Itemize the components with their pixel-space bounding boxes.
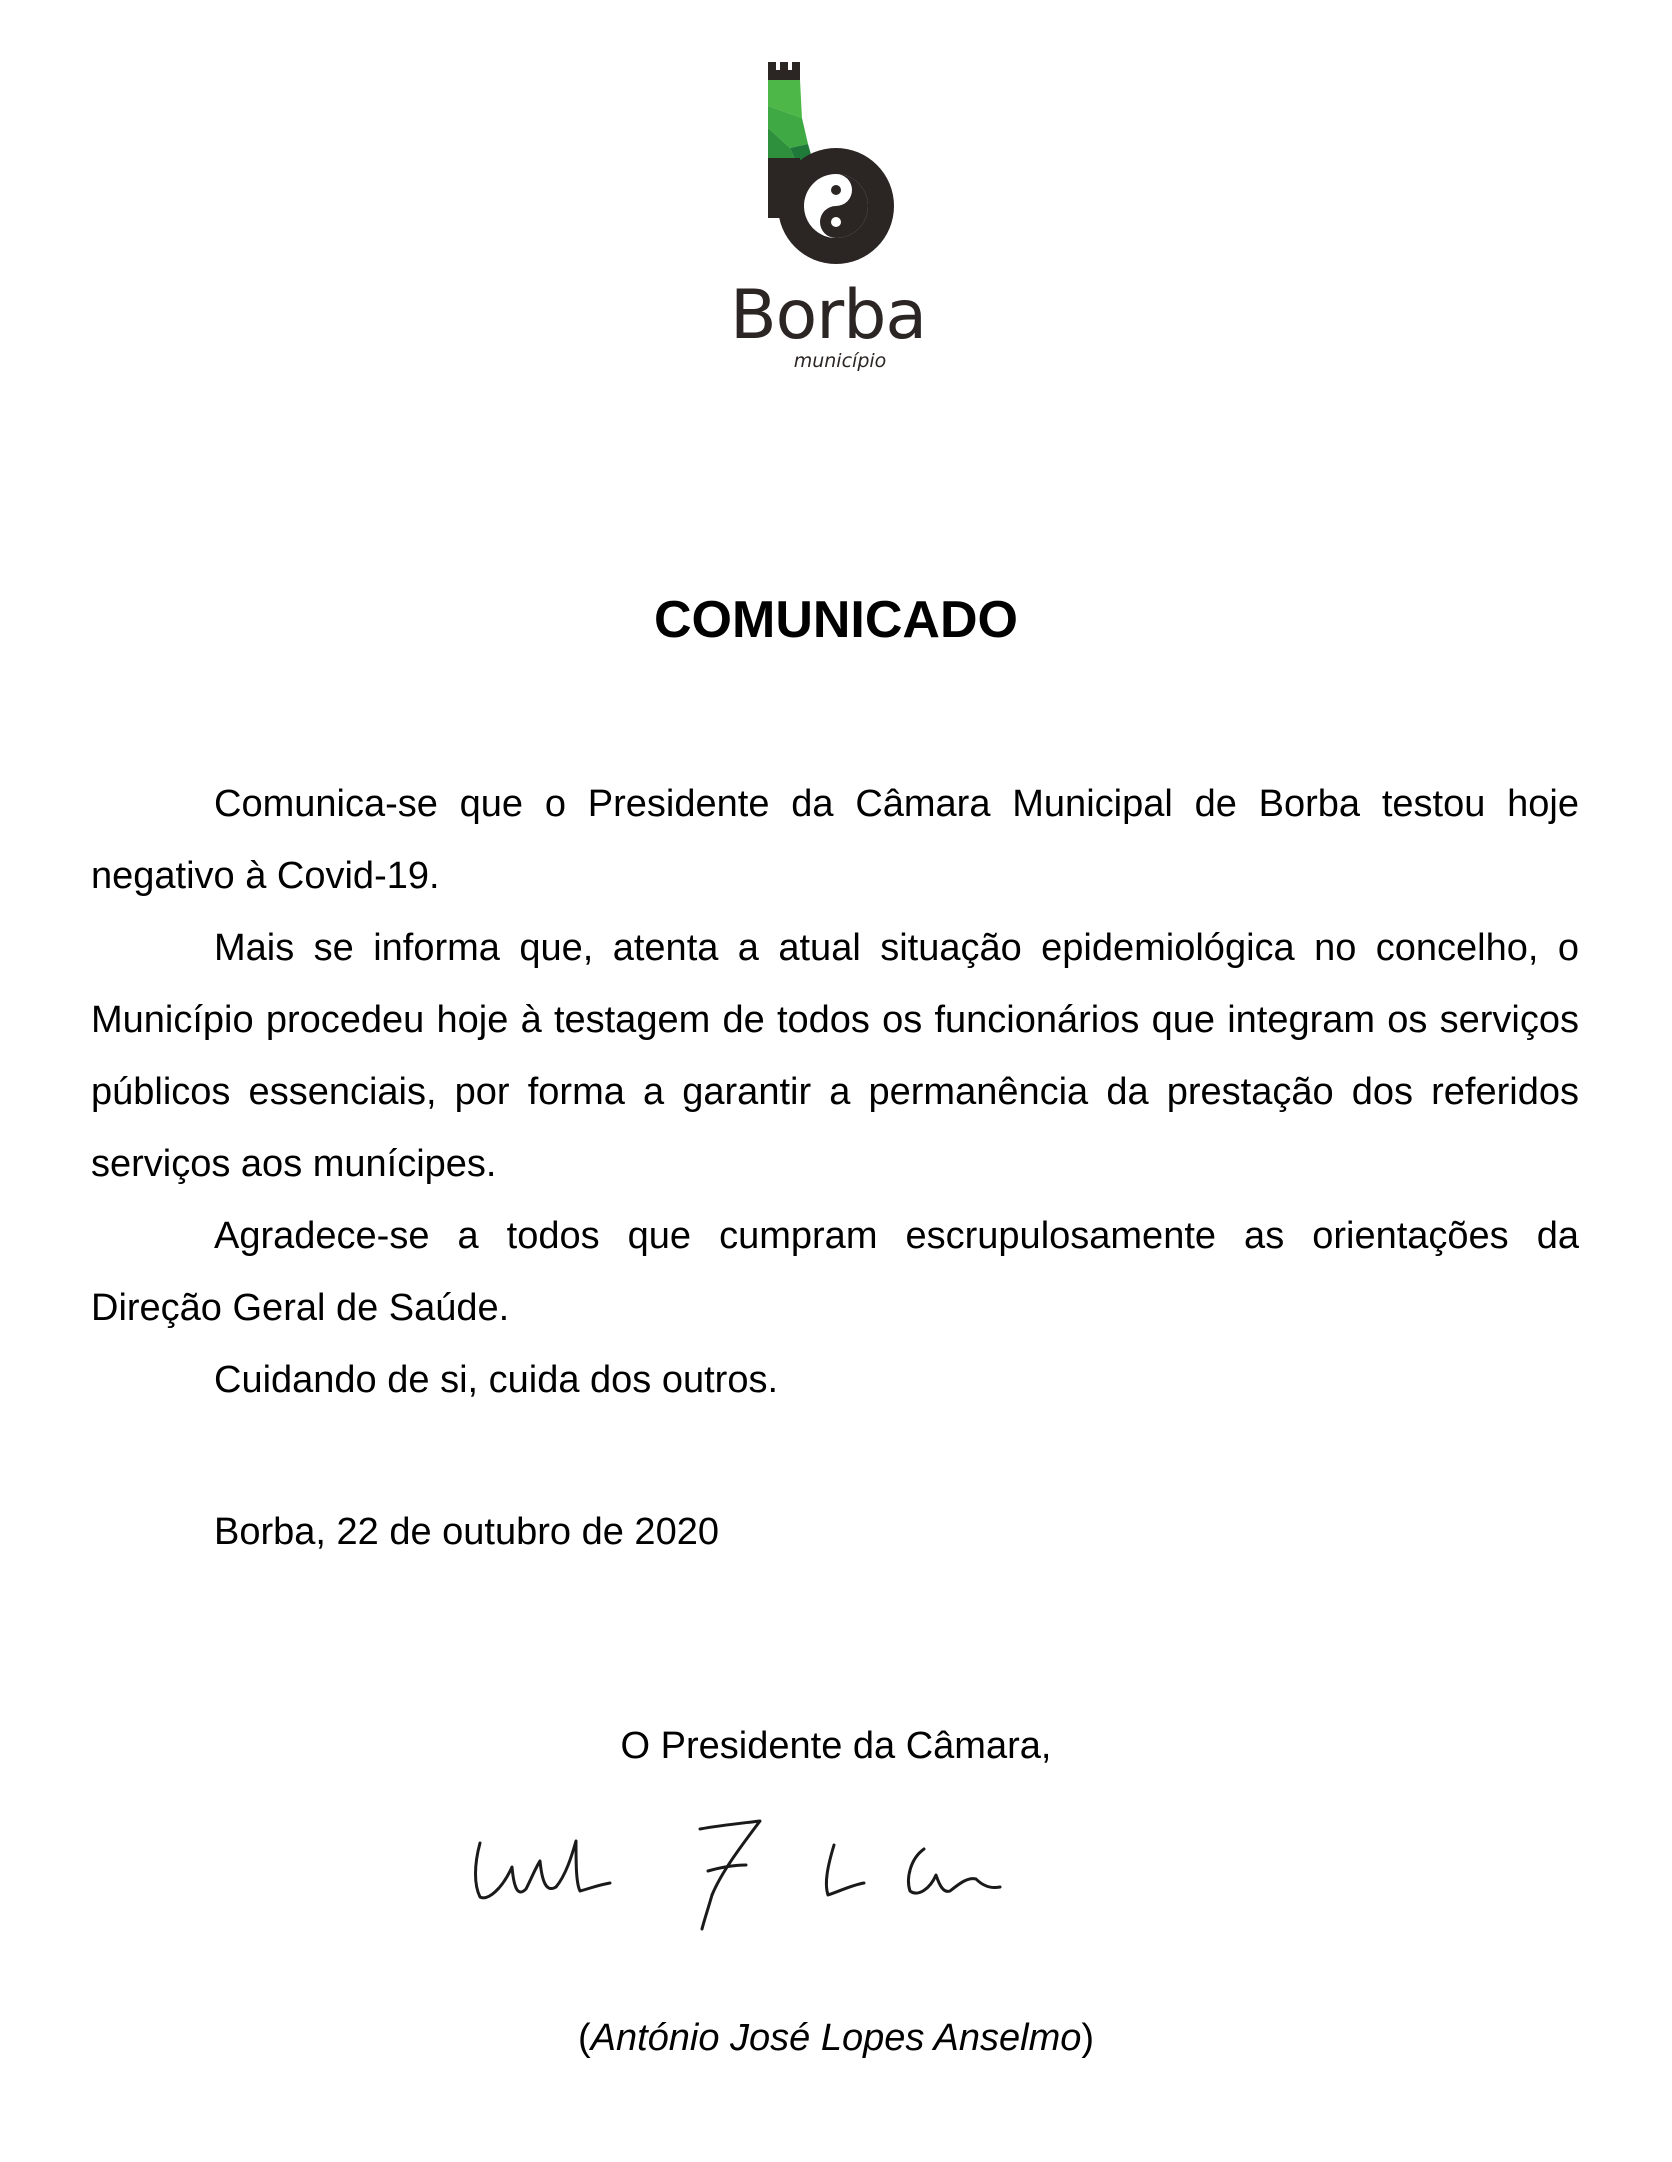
paragraph: Agradece-se a todos que cumpram escrupulosamente as orientações da Direção Geral de Saúde. — [91, 1215, 1579, 1329]
signer-close-paren: ) — [1081, 2017, 1095, 2059]
document-title: COMUNICADO — [654, 591, 1018, 649]
signoff: O Presidente da Câmara, — [620, 1725, 1052, 1767]
signature-icon — [460, 1805, 1200, 1935]
municipality-logo — [730, 58, 950, 378]
paragraph: Cuidando de si, cuida dos outros. — [214, 1359, 779, 1401]
logo-subtitle: município — [793, 350, 887, 372]
dateline: Borba, 22 de outubro de 2020 — [214, 1511, 719, 1553]
document-body — [91, 768, 1579, 1416]
signer-line — [0, 2002, 1672, 2074]
signer-name: António José Lopes Anselmo — [590, 2017, 1082, 2059]
logo-name: Borba — [730, 276, 927, 355]
paragraph: Comunica-se que o Presidente da Câmara Municipal de Borba testou hoje negativo à Covid-19. — [91, 783, 1579, 897]
paragraph: Mais se informa que, atenta a atual situação epidemiológica no concelho, o Município procedeu hoje à testagem de todos os funcionários que integram os serviços públicos essenciais, por forma a garantir a permanência da prestação dos referidos serviços aos munícipes. — [91, 927, 1579, 1185]
logo-emblem-icon — [730, 58, 922, 280]
signer-open-paren: ( — [577, 2017, 591, 2059]
